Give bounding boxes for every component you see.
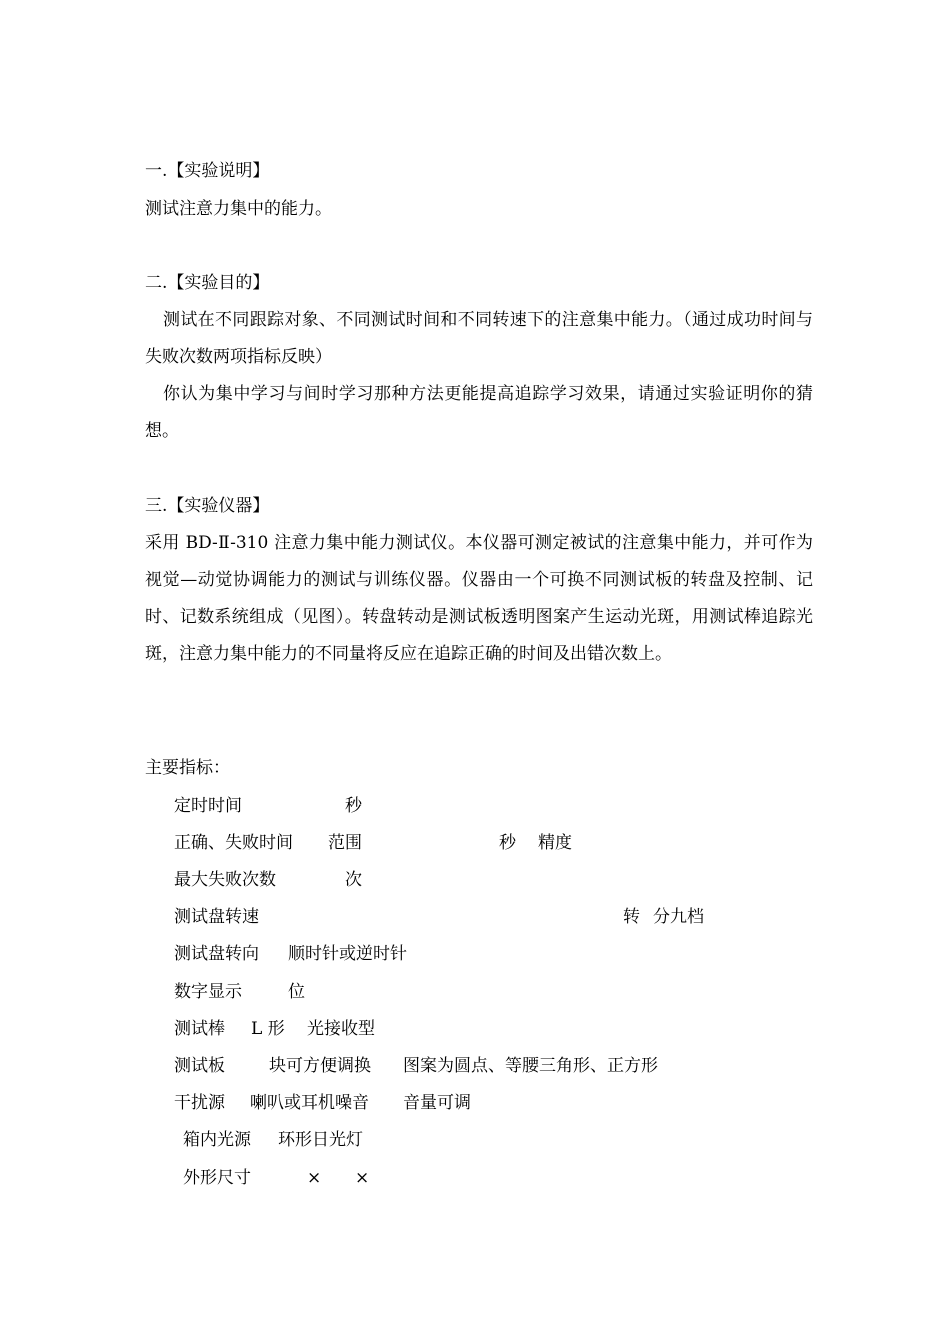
spec-row-test-board bbox=[0, 1055, 950, 1077]
spec-value: × bbox=[355, 1168, 370, 1188]
spec-label: 最大失败次数 bbox=[174, 870, 276, 890]
spec-value: × bbox=[307, 1168, 322, 1188]
section2-paragraph-2: 你认为集中学习与间时学习那种方法更能提高追踪学习效果，请通过实验证明你的猜想。 bbox=[145, 384, 813, 441]
spec-label: 箱内光源 bbox=[183, 1130, 251, 1150]
section1-heading: 一.【实验说明】 bbox=[145, 161, 270, 181]
spec-row-max-failures bbox=[0, 869, 950, 891]
section3-heading: 三.【实验仪器】 bbox=[145, 496, 270, 516]
spec-value: 分九档 bbox=[653, 907, 704, 927]
spec-unit: 秒 bbox=[345, 796, 362, 816]
spec-label: 定时时间 bbox=[174, 796, 242, 816]
spec-label: 测试板 bbox=[174, 1056, 225, 1076]
spec-value: 喇叭或耳机噪音 bbox=[250, 1093, 369, 1113]
spec-row-time-range bbox=[0, 832, 950, 854]
spec-value: 块可方便调换 bbox=[269, 1056, 371, 1076]
spec-value: 音量可调 bbox=[403, 1093, 471, 1113]
spec-label: 测试盘转向 bbox=[174, 944, 259, 964]
section1-body: 测试注意力集中的能力。 bbox=[145, 199, 332, 219]
spec-row-light-source bbox=[0, 1129, 950, 1151]
spec-value: 光接收型 bbox=[307, 1019, 375, 1039]
spec-row-timer bbox=[0, 795, 950, 817]
spec-value: L 形 bbox=[251, 1019, 285, 1039]
spec-unit: 转 bbox=[623, 907, 640, 927]
spec-row-digital-display bbox=[0, 981, 950, 1003]
section2-heading: 二.【实验目的】 bbox=[145, 273, 270, 293]
spec-unit: 秒 bbox=[499, 833, 516, 853]
spec-row-disc-direction bbox=[0, 943, 950, 965]
specs-title: 主要指标： bbox=[145, 758, 230, 778]
spec-value: 图案为圆点、等腰三角形、正方形 bbox=[403, 1056, 658, 1076]
spec-label: 正确、失败时间 bbox=[174, 833, 293, 853]
section2-paragraph-1: 测试在不同跟踪对象、不同测试时间和不同转速下的注意集中能力。（通过成功时间与失败次数两项指标反映） bbox=[145, 310, 813, 367]
spec-row-interference bbox=[0, 1092, 950, 1114]
spec-row-dimensions bbox=[0, 1167, 950, 1189]
spec-label: 干扰源 bbox=[174, 1093, 225, 1113]
spec-row-test-rod bbox=[0, 1018, 950, 1040]
spec-label: 测试盘转速 bbox=[174, 907, 259, 927]
spec-value: 顺时针或逆时针 bbox=[288, 944, 407, 964]
spec-unit: 位 bbox=[288, 982, 305, 1002]
spec-label: 测试棒 bbox=[174, 1019, 225, 1039]
spec-value: 环形日光灯 bbox=[278, 1130, 363, 1150]
spec-label: 外形尺寸 bbox=[183, 1168, 251, 1188]
spec-unit: 次 bbox=[345, 870, 362, 890]
spec-label: 数字显示 bbox=[174, 982, 242, 1002]
spec-value: 范围 bbox=[328, 833, 362, 853]
section3-body: 采用 BD-Ⅱ-310 注意力集中能力测试仪。本仪器可测定被试的注意集中能力，并可作为视觉—动觉协调能力的测试与训练仪器。仪器由一个可换不同测试板的转盘及控制、记时、记数系统组成（见图）。转盘转动是测试板透明图案产生运动光斑，用测试棒追踪光斑，注意力集中能力的不同量将反应在追踪正确的时间及出错次数上。 bbox=[145, 533, 813, 664]
spec-value: 精度 bbox=[538, 833, 572, 853]
spec-row-disc-speed bbox=[0, 906, 950, 928]
